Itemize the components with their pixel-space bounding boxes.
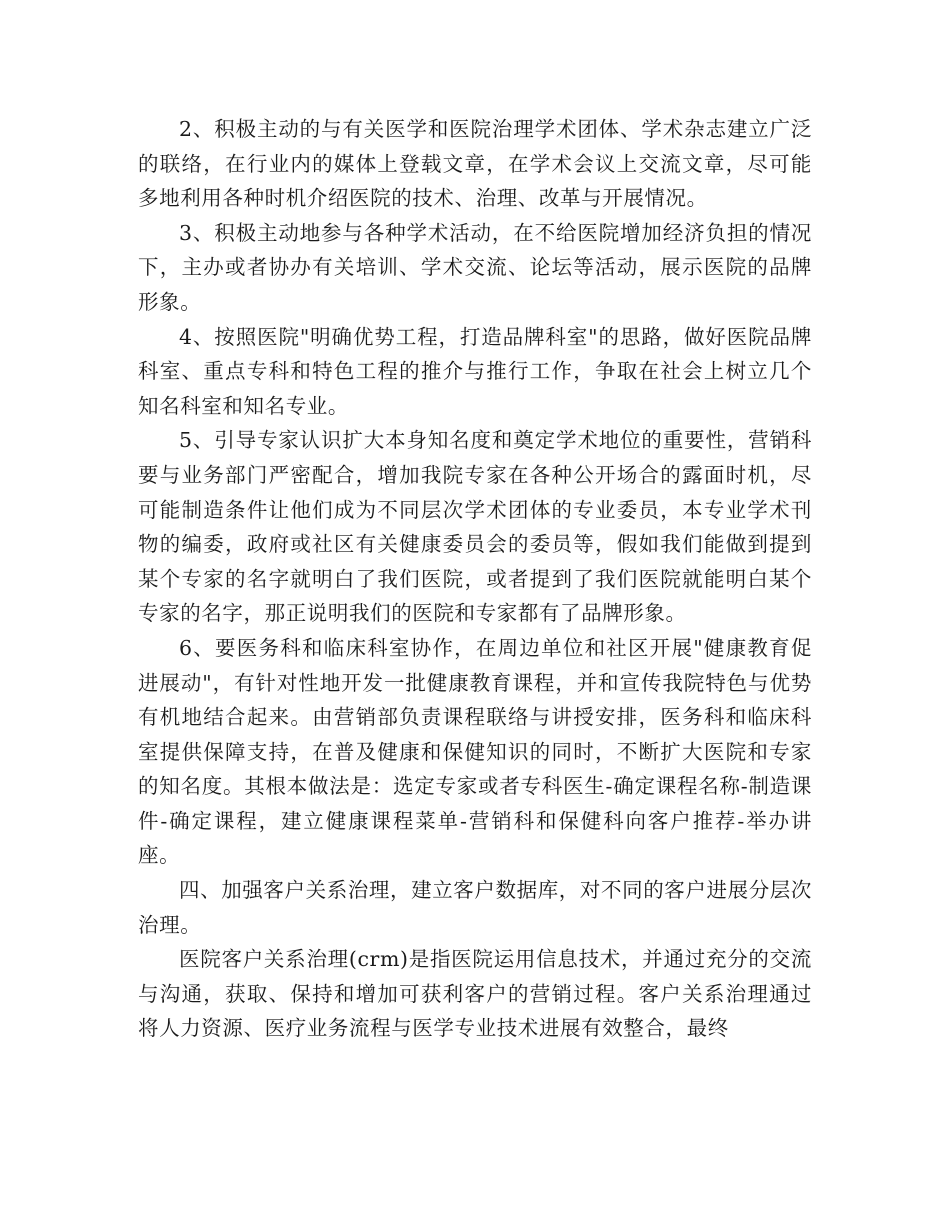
paragraph-item-5: 5、引导专家认识扩大本身知名度和奠定学术地位的重要性，营销科要与业务部门严密配合，增加我院专家在各种公开场合的露面时机，尽可能制造条件让他们成为不同层次学术团体的专业委员，本专业学术刊物的编委，政府或社区有关健康委员会的委员等，假如我们能做到提到某个专家的名字就明白了我们医院，或者提到了我们医院就能明白某个专家的名字，那正说明我们的医院和专家都有了品牌形象。 [138,428,812,626]
paragraph-item-6: 6、要医务科和临床科室协作，在周边单位和社区开展"健康教育促进展动"，有针对性地开发一批健康教育课程，并和宣传我院特色与优势有机地结合起来。由营销部负责课程联络与讲授安排，医务科和临床科室提供保障支持，在普及健康和保健知识的同时，不断扩大医院和专家的知名度。其根本做法是：选定专家或者专科医生-确定课程名称-制造课件-确定课程，建立健康课程菜单-营销科和保健科向客户推荐-举办讲座。 [138,635,812,868]
paragraph-crm: 医院客户关系治理(crm)是指医院运用信息技术，并通过充分的交流与沟通，获取、保持和增加可获利客户的营销过程。客户关系治理通过将人力资源、医疗业务流程与医学专业技术进展有效整合，最终 [138,947,812,1041]
paragraph-item-4: 4、按照医院"明确优势工程，打造品牌科室"的思路，做好医院品牌科室、重点专科和特色工程的推介与推行工作，争取在社会上树立几个知名科室和知名专业。 [138,324,812,418]
section-heading-four: 四、加强客户关系治理，建立客户数据库，对不同的客户进展分层次治理。 [138,878,812,937]
paragraph-item-3: 3、积极主动地参与各种学术活动，在不给医院增加经济负担的情况下，主办或者协办有关培训、学术交流、论坛等活动，展示医院的品牌形象。 [138,220,812,314]
document-body [138,112,812,1046]
paragraph-item-2: 2、积极主动的与有关医学和医院治理学术团体、学术杂志建立广泛的联络，在行业内的媒体上登载文章，在学术会议上交流文章，尽可能多地利用各种时机介绍医院的技术、治理、改革与开展情况。 [138,117,812,211]
